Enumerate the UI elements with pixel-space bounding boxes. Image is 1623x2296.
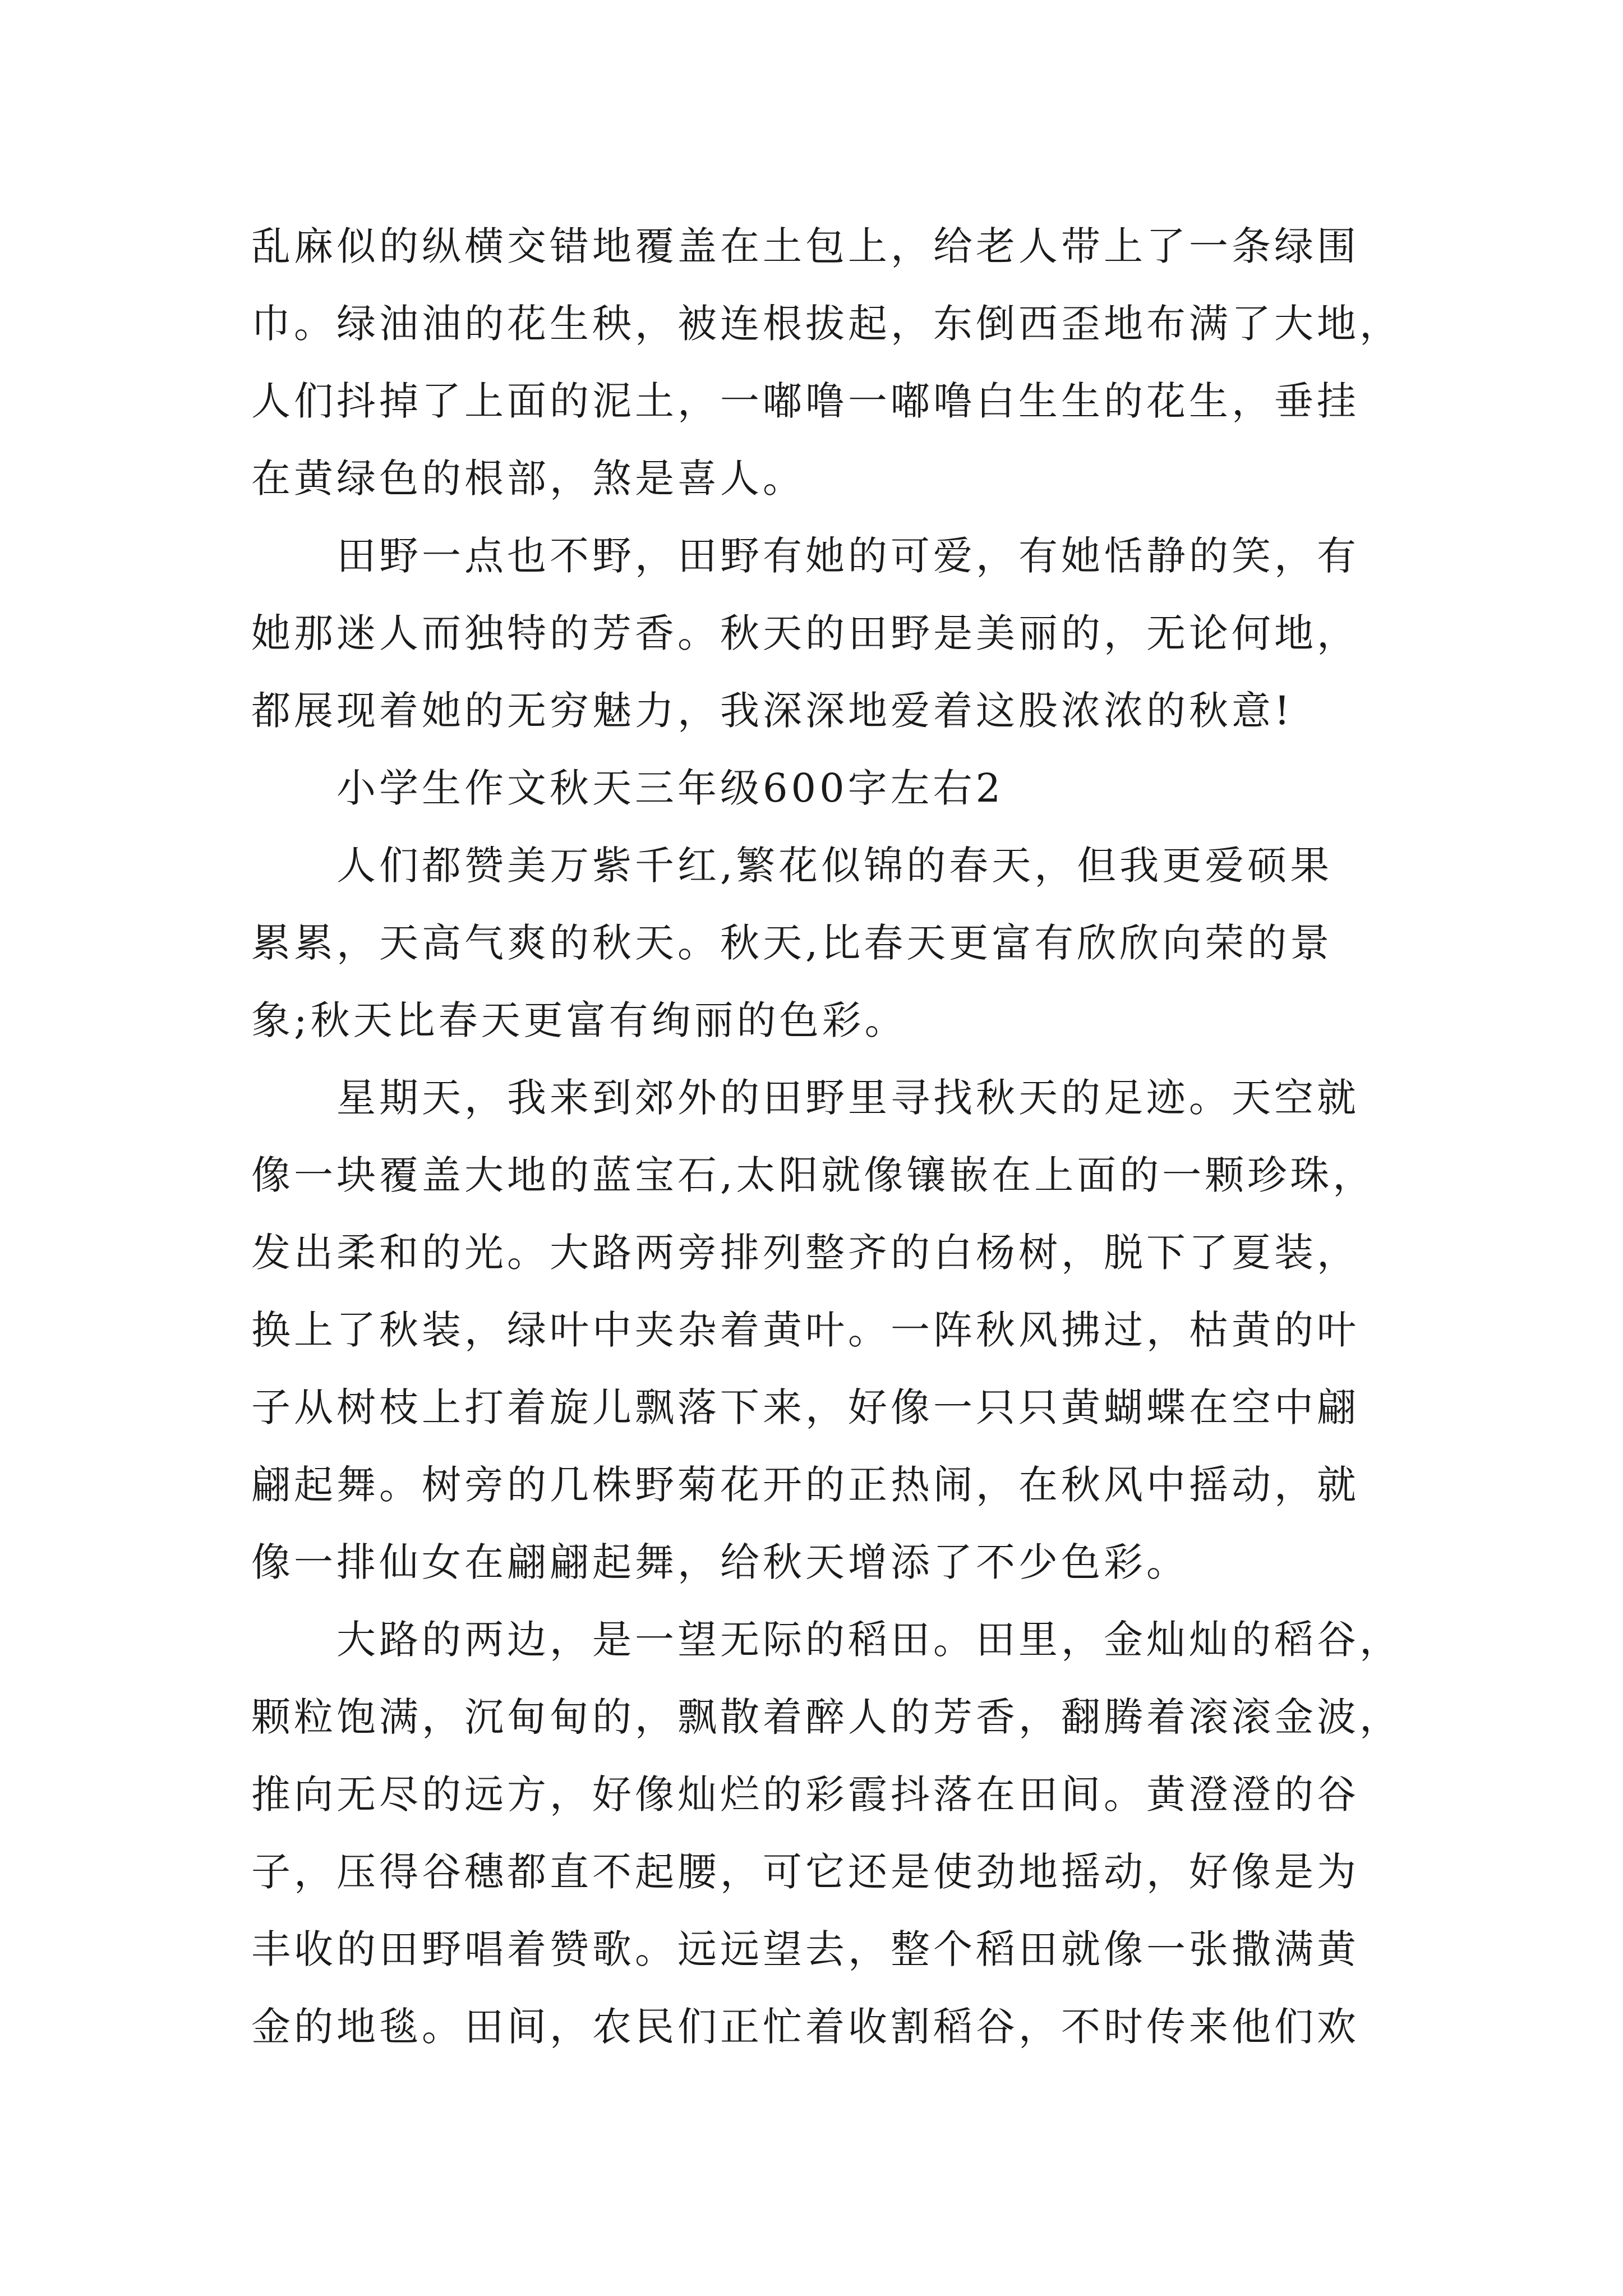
text-line: 乱麻似的纵横交错地覆盖在土包上，给老人带上了一条绿围 [251, 223, 1359, 269]
text-line: 子，压得谷穗都直不起腰，可它还是使劲地摇动，好像是为 [251, 1849, 1359, 1895]
text-line: 她那迷人而独特的芳香。秋天的田野是美丽的，无论何地， [251, 610, 1359, 656]
paragraph-first-line: 田野一点也不野，田野有她的可爱，有她恬静的笑，有 [336, 533, 1359, 579]
text-line: 累累，天高气爽的秋天。秋天,比春天更富有欣欣向荣的景 [251, 920, 1333, 966]
text-line: 翩起舞。树旁的几株野菊花开的正热闹，在秋风中摇动，就 [251, 1462, 1359, 1508]
text-line: 人们抖掉了上面的泥土，一嘟噜一嘟噜白生生的花生，垂挂 [251, 378, 1359, 424]
text-line: 换上了秋装，绿叶中夹杂着黄叶。一阵秋风拂过，枯黄的叶 [251, 1307, 1359, 1353]
section-heading: 小学生作文秋天三年级600字左右2 [336, 765, 1004, 811]
body-text [251, 208, 1402, 2065]
text-line: 发出柔和的光。大路两旁排列整齐的白杨树，脱下了夏装， [251, 1230, 1359, 1276]
text-line: 像一排仙女在翩翩起舞，给秋天增添了不少色彩。 [251, 1539, 1189, 1585]
text-line: 推向无尽的远方，好像灿烂的彩霞抖落在田间。黄澄澄的谷 [251, 1772, 1359, 1818]
text-line: 巾。绿油油的花生秧，被连根拔起，东倒西歪地布满了大地， [251, 301, 1402, 347]
text-line: 颗粒饱满，沉甸甸的，飘散着醉人的芳香，翻腾着滚滚金波， [251, 1694, 1402, 1740]
paragraph-first-line: 星期天，我来到郊外的田野里寻找秋天的足迹。天空就 [336, 1075, 1359, 1121]
text-line: 都展现着她的无穷魅力，我深深地爱着这股浓浓的秋意! [251, 688, 1294, 734]
text-line: 在黄绿色的根部，煞是喜人。 [251, 455, 805, 501]
text-line: 子从树枝上打着旋儿飘落下来，好像一只只黄蝴蝶在空中翩 [251, 1384, 1359, 1430]
text-line: 像一块覆盖大地的蓝宝石,太阳就像镶嵌在上面的一颗珍珠， [251, 1152, 1376, 1198]
text-line: 金的地毯。田间，农民们正忙着收割稻谷，不时传来他们欢 [251, 2004, 1359, 2050]
text-line: 象;秋天比春天更富有绚丽的色彩。 [251, 997, 907, 1043]
text-line: 丰收的田野唱着赞歌。远远望去，整个稻田就像一张撒满黄 [251, 1926, 1359, 1972]
paragraph-first-line: 大路的两边，是一望无际的稻田。田里，金灿灿的稻谷， [336, 1617, 1402, 1663]
paragraph-first-line: 人们都赞美万紫千红,繁花似锦的春天，但我更爱硕果 [336, 843, 1333, 889]
